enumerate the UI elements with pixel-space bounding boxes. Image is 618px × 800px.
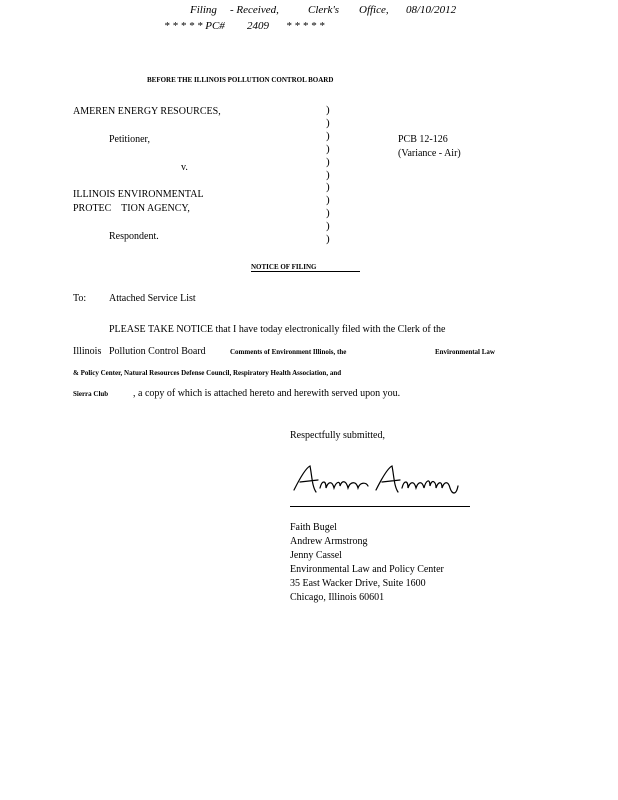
signer-line: 35 East Wacker Drive, Suite 1600 bbox=[290, 578, 426, 589]
signer-line: Faith Bugel bbox=[290, 522, 337, 533]
respondent-line1: ILLINOIS ENVIRONMENTAL bbox=[73, 189, 204, 200]
board-title: BEFORE THE ILLINOIS POLLUTION CONTROL BOARD bbox=[147, 76, 334, 84]
header-clerks: Clerk's bbox=[308, 4, 340, 16]
respondent-line2: PROTEC TION AGENCY, bbox=[73, 203, 190, 214]
caption-paren: ) bbox=[326, 233, 330, 246]
header-received: - Received, bbox=[230, 4, 279, 16]
header-pc-number: 2409 bbox=[247, 20, 269, 32]
closing: Respectfully submitted, bbox=[290, 430, 385, 441]
body-line2-c: Comments of Environment Illinois, the bbox=[230, 348, 347, 356]
signature bbox=[290, 458, 470, 509]
caption-paren: ) bbox=[326, 220, 330, 233]
signature-line bbox=[290, 506, 470, 507]
notice-title: NOTICE OF FILING bbox=[251, 263, 360, 272]
caption-paren: ) bbox=[326, 155, 330, 168]
body-line4-b: , a copy of which is attached hereto and herewith served upon you. bbox=[133, 388, 401, 399]
caption-paren: ) bbox=[326, 104, 330, 116]
header-date: 08/10/2012 bbox=[406, 4, 457, 16]
body-line2-a: Illinois bbox=[73, 346, 102, 357]
caption-paren: ) bbox=[326, 181, 330, 194]
caption-paren: ) bbox=[326, 129, 330, 142]
caption-parentheses bbox=[326, 104, 330, 246]
header-stars-left: * * * * * PC# bbox=[164, 20, 225, 32]
to-label: To: bbox=[73, 293, 87, 304]
signer-line: Environmental Law and Policy Center bbox=[290, 564, 444, 575]
body-line4-a: Sierra Club bbox=[73, 390, 109, 398]
caption-paren: ) bbox=[326, 207, 330, 220]
respondent-label: Respondent. bbox=[109, 231, 159, 242]
to-value: Attached Service List bbox=[109, 293, 196, 304]
header-stars-right: * * * * * bbox=[286, 20, 325, 32]
signer-line: Andrew Armstrong bbox=[290, 536, 368, 547]
petitioner-name: AMEREN ENERGY RESOURCES, bbox=[73, 106, 221, 117]
caption-paren: ) bbox=[326, 142, 330, 155]
caption-paren: ) bbox=[326, 194, 330, 207]
body-line3: & Policy Center, Natural Resources Defense Council, Respiratory Health Association, and bbox=[73, 369, 342, 377]
caption-paren: ) bbox=[326, 168, 330, 181]
case-type: (Variance - Air) bbox=[398, 148, 461, 159]
petitioner-label: Petitioner, bbox=[109, 134, 150, 145]
header-office: Office, bbox=[359, 4, 389, 16]
case-number: PCB 12-126 bbox=[398, 134, 448, 145]
signer-line: Chicago, Illinois 60601 bbox=[290, 592, 385, 603]
body-line2-d: Environmental Law bbox=[435, 348, 495, 356]
signer-line: Jenny Cassel bbox=[290, 550, 342, 561]
body-line1: PLEASE TAKE NOTICE that I have today electronically filed with the Clerk of the bbox=[109, 324, 446, 335]
header-filing: Filing bbox=[190, 4, 217, 16]
body-line2-b: Pollution Control Board bbox=[109, 346, 206, 357]
caption-paren: ) bbox=[326, 116, 330, 129]
versus: v. bbox=[181, 162, 188, 173]
